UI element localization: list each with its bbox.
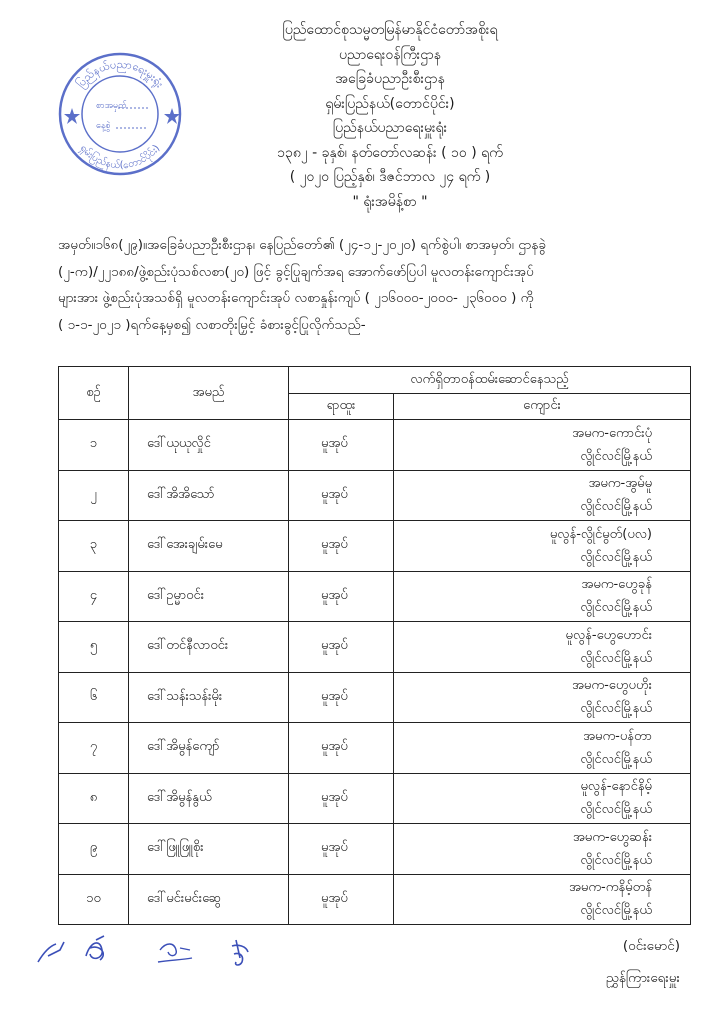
township-name: လွိုင်လင်မြို့နယ် [580,751,652,767]
svg-text:စာအမှတ်: စာအမှတ် [96,101,127,111]
school-name: အမက-ပန်တာ [583,728,652,744]
row-number: ၃ [59,521,129,572]
staff-name: ဒေါ်အိအိသော် [129,470,289,521]
staff-name: ဒေါ်ယုယုလှိုင် [129,420,289,471]
table-row [59,571,691,622]
school-cell [394,773,691,824]
township-name: လွိုင်လင်မြို့နယ် [580,852,652,868]
header-no: စဉ် [59,367,129,420]
staff-rank: မူအုပ် [289,874,394,925]
township-name: လွိုင်လင်မြို့နယ် [580,600,652,616]
school-cell [394,723,691,774]
paragraph-line: အမှတ်။၁၆၈(၂၉)။အခြေခံပညာဦးစီးဌာန၊ နေပြည်တော်၏ (၂၄-၁၂-၂၀၂၀) ရက်စွဲပါ၊ စာအမှတ်၊ ဌာနခွဲ [58,237,546,253]
header-line: ရှမ်းပြည်နယ်(တောင်ပိုင်း) [325,95,455,112]
table-row [59,672,691,723]
header-name: အမည် [129,367,289,420]
township-name: လွိုင်လင်မြို့နယ် [580,802,652,818]
header-line: အခြေခံပညာဦးစီးဌာန [335,71,445,87]
school-cell [394,521,691,572]
signature-block [520,930,680,994]
table-row [59,470,691,521]
table-row [59,874,691,925]
staff-name: ဒေါ်ဥမ္မာဝင်း [129,571,289,622]
table-row [59,622,691,673]
township-name: လွိုင်လင်မြို့နယ် [580,448,652,464]
header-current-post: လက်ရှိတာဝန်ထမ်းဆောင်နေသည့် [289,367,691,394]
svg-text:နေ့စွဲ: နေ့စွဲ [96,121,111,131]
school-name: မူလွန်-လွိုင်မွတ်(ပလ) [549,526,652,542]
township-name: လွိုင်လင်မြို့နယ် [580,701,652,717]
school-cell [394,571,691,622]
table-row [59,824,691,875]
staff-rank: မူအုပ် [289,571,394,622]
paragraph-line: (၂-က)/၂၂၁၈၈/ဖွဲ့စည်းပုံသစ်လစာ(၂၀) ဖြင့် ခွင့်ပြုချက်အရ အောက်ဖော်ပြပါ မူလတန်းကျောင်းအုပ် [58,263,534,280]
school-name: မူလွန်-နောင်နိမ့် [580,779,652,795]
township-name: လွိုင်လင်မြို့နယ် [580,549,652,565]
row-number: ၇ [59,723,129,774]
row-number: ၆ [59,672,129,723]
svg-text:ပြည်နယ်ပညာရေးမှူးရုံး: ပြည်နယ်ပညာရေးမှူးရုံး [73,57,167,91]
staff-name: ဒေါ်ဖြူဖြူစိုး [129,824,289,875]
township-name: လွိုင်လင်မြို့နယ် [580,903,652,919]
signer-title: ညွှန်ကြားရေးမှူး [605,970,680,986]
header-line: ပြည်ထောင်စုသမ္မတမြန်မာနိုင်ငံတော်အစိုးရ [282,22,498,38]
row-number: ၈ [59,773,129,824]
staff-name: ဒေါ်မင်းမင်းဆွေ [129,874,289,925]
staff-name: ဒေါ်အိမွန်နွယ် [129,773,289,824]
header-date-gregorian: ( ၂၀၂၀ ပြည့်နှစ်၊ ဒီဇင်ဘာလ ၂၄ ရက် ) [289,169,491,185]
staff-rank: မူအုပ် [289,470,394,521]
staff-name: ဒေါ်အိမွန်ကျော် [129,723,289,774]
row-number: ၅ [59,622,129,673]
table-row [59,723,691,774]
table-row [59,773,691,824]
header-line: ပညာရေးဝန်ကြီးဌာန [339,46,441,63]
staff-rank: မူအုပ် [289,672,394,723]
row-number: ၄ [59,571,129,622]
school-name: အမက-ကနိမ့်တန် [568,880,652,896]
paragraph-line: များအား ဖွဲ့စည်းပုံအသစ်ရှိ မူလတန်းကျောင်းအုပ် လစာနှုန်းကျပ် ( ၂၁၆၀၀၀-၂၀၀၀- ၂၃၆၀၀၀ ) ကို [58,290,534,306]
school-cell [394,622,691,673]
letterhead [150,18,630,214]
document-title: " ရုံးအမိန့်စာ " [352,193,428,210]
row-number: ၂ [59,470,129,521]
township-name: လွိုင်လင်မြို့နယ် [580,650,652,666]
school-name: အမက-အွမ်မူ [588,476,652,492]
table-row [59,521,691,572]
school-cell [394,874,691,925]
staff-rank: မူအုပ် [289,521,394,572]
staff-rank: မူအုပ် [289,622,394,673]
header-line: ပြည်နယ်ပညာရေးမှူးရုံး [332,120,448,136]
paragraph-line: ( ၁-၁-၂၀၂၁ )ရက်နေ့မှစ၍ လစာတိုးမြှင့် ခံစားခွင့်ပြုလိုက်သည်- [58,316,366,333]
school-cell [394,470,691,521]
header-school: ကျောင်း [394,394,691,420]
row-number: ၁၀ [59,874,129,925]
township-name: လွိုင်လင်မြို့နယ် [580,499,652,515]
staff-name: ဒေါ်သန်းသန်းမိုး [129,672,289,723]
staff-name: ဒေါ်အေးချမ်းမေ [129,521,289,572]
staff-table [58,366,691,925]
staff-rank: မူအုပ် [289,420,394,471]
staff-name: ဒေါ်တင်နီလာဝင်း [129,622,289,673]
school-name: အမက-ဟွေခုန် [581,577,652,593]
header-rank: ရာထူး [289,394,394,420]
staff-rank: မူအုပ် [289,773,394,824]
school-name: အမက-ဟွေဆန်း [572,829,652,845]
school-cell [394,824,691,875]
staff-rank: မူအုပ် [289,824,394,875]
school-name: အမက-ဟွေပဟိုး [572,678,652,694]
staff-rank: မူအုပ် [289,723,394,774]
school-cell [394,420,691,471]
order-paragraph [58,232,694,338]
committee-signatures [30,928,270,976]
row-number: ၉ [59,824,129,875]
school-cell [394,672,691,723]
header-date-mm: ၁၃၈၂ - ခုနှစ်၊ နတ်တော်လဆန်း ( ၁၀ ) ရက် [277,144,503,161]
svg-text:ရှမ်းပြည်နယ်(တောင်ပိုင်း): ရှမ်းပြည်နယ်(တောင်ပိုင်း) [77,142,163,172]
school-name: အမက-ကောင်းပုံ [572,425,652,441]
row-number: ၁ [59,420,129,471]
signer-name: (ဝင်းမောင်) [622,938,680,954]
school-name: မူလွန်-ဟွေဟောင်း [565,627,652,643]
table-row [59,420,691,471]
